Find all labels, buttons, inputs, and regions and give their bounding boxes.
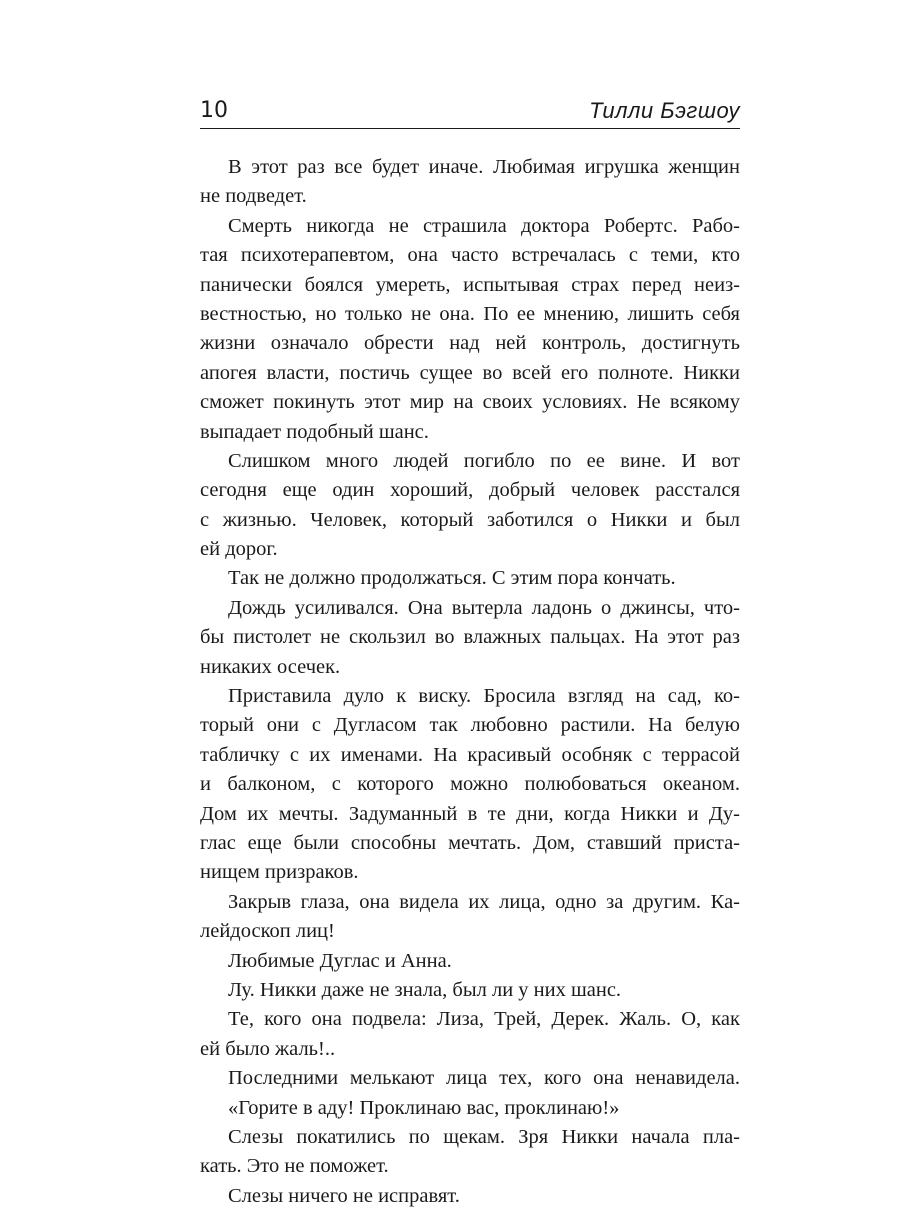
text-line: нищем призраков. (200, 861, 359, 884)
text-line: бы пистолет не скользил во влажных пальцах. На этот раз (200, 626, 740, 649)
text-line: табличку с их именами. На красивый особняк с террасой (200, 743, 740, 766)
text-line: Закрыв глаза, она видела их лица, одно за другим. Ка- (228, 890, 740, 913)
text-line: «Горите в аду! Проклинаю вас, проклинаю!» (228, 1096, 620, 1119)
text-line: Слишком много людей погибло по ее вине. И вот (228, 449, 740, 472)
text-line: сможет покинуть этот мир на своих условиях. Не всякому (200, 391, 740, 414)
text-line: Так не должно продолжаться. С этим пора кончать. (228, 567, 676, 590)
text-line: Дождь усиливался. Она вытерла ладонь о джинсы, что- (228, 596, 740, 619)
text-line: апогея власти, постичь сущее во всей его полноте. Никки (200, 361, 740, 384)
page-number: 10 (200, 98, 228, 123)
text-line: Лу. Никки даже не знала, был ли у них шанс. (228, 978, 622, 1001)
text-line: панически боялся умереть, испытывая страх перед неиз- (200, 273, 740, 296)
running-head-author: Тилли Бэгшоу (589, 98, 740, 123)
text-line: лейдоскоп лиц! (200, 920, 335, 943)
body-text (200, 153, 740, 1211)
text-line: кать. Это не поможет. (200, 1155, 389, 1178)
text-line: и балконом, с которого можно полюбоваться океаном. (200, 773, 740, 796)
text-line: не подведет. (200, 185, 307, 208)
text-line: Приставила дуло к виску. Бросила взгляд на сад, ко- (228, 685, 740, 708)
text-line: Смерть никогда не страшила доктора Робертс. Рабо- (228, 214, 740, 237)
text-line: В этот раз все будет иначе. Любимая игрушка женщин (228, 156, 740, 178)
text-line: Слезы покатились по щекам. Зря Никки начала пла- (228, 1125, 740, 1148)
text-line: Любимые Дуглас и Анна. (228, 949, 452, 972)
text-line: с жизнью. Человек, который заботился о Никки и был (200, 508, 740, 531)
text-line: сегодня еще один хороший, добрый человек расстался (200, 479, 740, 502)
text-line: выпадает подобный шанс. (200, 420, 429, 443)
text-line: Дом их мечты. Задуманный в те дни, когда Никки и Ду- (200, 802, 740, 825)
text-line: торый они с Дугласом так любовно растили. На белую (200, 714, 740, 737)
text-line: Те, кого она подвела: Лиза, Трей, Дерек. Жаль. О, как (228, 1008, 740, 1031)
text-line: ей было жаль!.. (200, 1037, 336, 1060)
text-line: Последними мелькают лица тех, кого она ненавидела. (228, 1067, 740, 1090)
text-line: жизни означало обрести над ней контроль, достигнуть (200, 332, 740, 355)
text-line: Слезы ничего не исправят. (228, 1184, 460, 1207)
text-line: ей дорог. (200, 538, 278, 561)
text-line: тая психотерапевтом, она часто встречалась с теми, кто (200, 244, 740, 267)
text-line: глас еще были способны мечтать. Дом, ставший приста- (200, 831, 740, 854)
text-line: вестностью, но только не она. По ее мнению, лишить себя (200, 302, 740, 325)
page-header (200, 98, 740, 129)
text-line: никаких осечек. (200, 655, 341, 678)
